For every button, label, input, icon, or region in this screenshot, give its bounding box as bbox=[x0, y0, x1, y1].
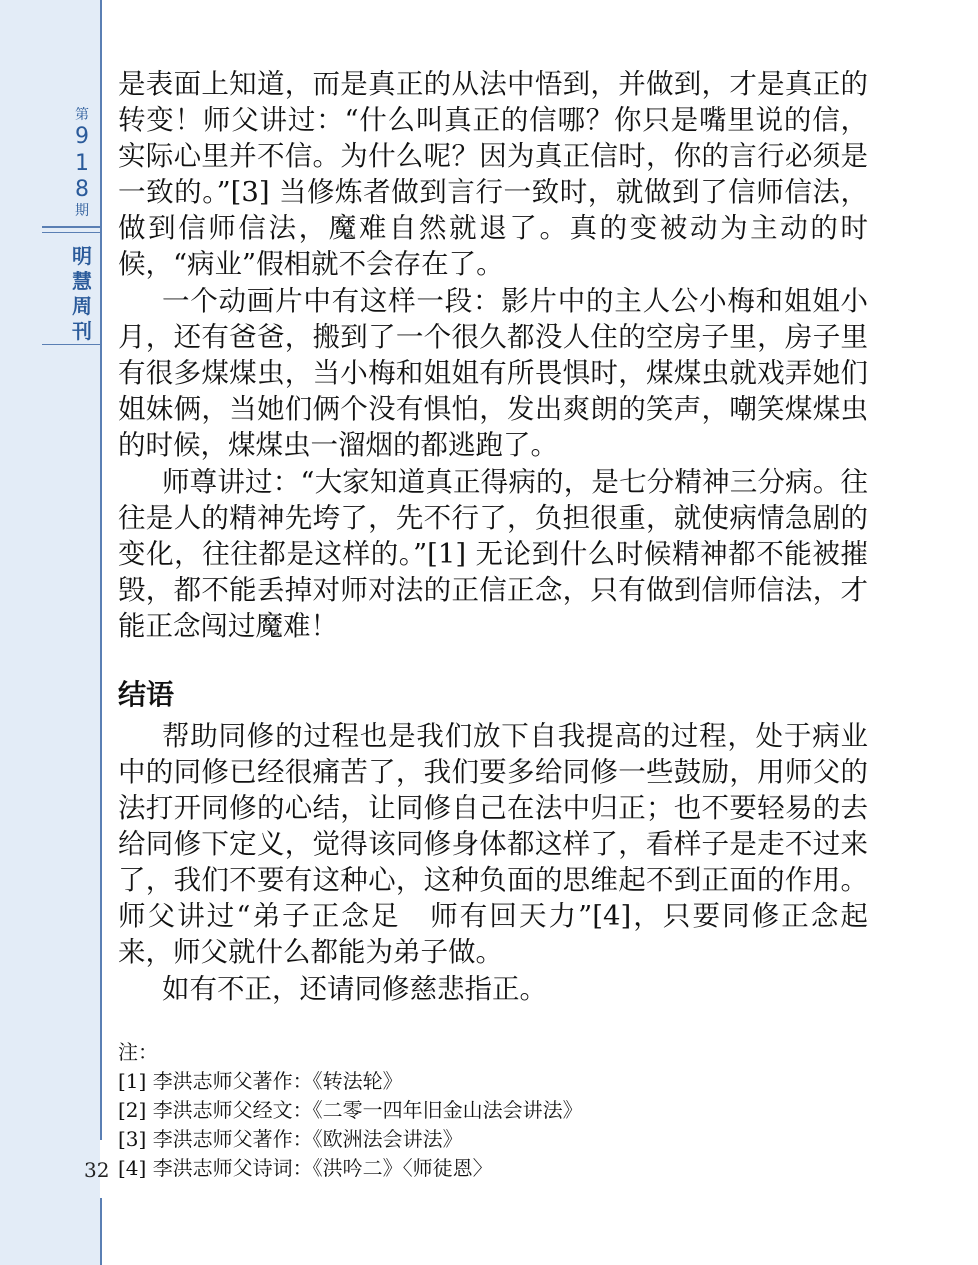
issue-number bbox=[62, 108, 102, 219]
issue-digit: 1 bbox=[75, 150, 89, 176]
footnotes-heading: 注： bbox=[118, 1040, 158, 1064]
body-paragraph: 师尊讲过：“大家知道真正得病的，是七分精神三分病。往往是人的精神先垮了，先不行了，负担很重，就使病情急剧的变化，往往都是这样的。”[1] 无论到什么时候精神都不能被摧毁，都不能丢掉对师对法的正信正念，只有做到信师信法，才能正念闯过魔难！ bbox=[118, 466, 868, 642]
issue-digit: 8 bbox=[75, 176, 89, 202]
magazine-title-char: 明 bbox=[72, 244, 92, 268]
footnotes bbox=[118, 1038, 878, 1183]
magazine-title-char: 周 bbox=[72, 294, 92, 318]
sidebar-rule bbox=[42, 344, 102, 345]
sidebar-divider-lower bbox=[100, 1198, 102, 1265]
article-body bbox=[118, 66, 868, 1007]
sidebar-rule bbox=[42, 232, 102, 233]
magazine-title-char: 慧 bbox=[72, 269, 92, 293]
footnote-item: [4] 李洪志师父诗词：《洪吟二》〈师徒恩〉 bbox=[118, 1156, 493, 1180]
issue-prefix: 第 bbox=[75, 107, 89, 123]
footnote-item: [3] 李洪志师父著作：《欧洲法会讲法》 bbox=[118, 1127, 463, 1151]
issue-digit: 9 bbox=[75, 124, 89, 150]
footnote-item: [1] 李洪志师父著作：《转法轮》 bbox=[118, 1069, 403, 1093]
body-paragraph: 一个动画片中有这样一段：影片中的主人公小梅和姐姐小月，还有爸爸，搬到了一个很久都没人住的空房子里，房子里有很多煤煤虫，当小梅和姐姐有所畏惧时，煤煤虫就戏弄她们姐妹俩，当她们俩个没有惧怕，发出爽朗的笑声，嘲笑煤煤虫的时候，煤煤虫一溜烟的都逃跑了。 bbox=[118, 285, 868, 461]
page-number: 32 bbox=[84, 1158, 110, 1182]
conclusion-paragraph: 帮助同修的过程也是我们放下自我提高的过程，处于病业中的同修已经很痛苦了，我们要多给同修一些鼓励，用师父的法打开同修的心结，让同修自己在法中归正；也不要轻易的去给同修下定义，觉得该同修身体都这样了，看样子是走不过来了，我们不要有这种心，这种负面的思维起不到正面的作用。师父讲过“弟子正念足 师有回天力”[4]，只要同修正念起来，师父就什么都能为弟子做。 bbox=[118, 720, 868, 968]
magazine-title bbox=[64, 244, 100, 344]
conclusion-paragraph: 如有不正，还请同修慈悲指正。 bbox=[162, 973, 547, 1005]
issue-suffix: 期 bbox=[75, 202, 89, 219]
magazine-title-char: 刊 bbox=[72, 319, 92, 343]
body-paragraph: 是表面上知道，而是真正的从法中悟到，并做到，才是真正的转变！师父讲过：“什么叫真正的信哪？你只是嘴里说的信，实际心里并不信。为什么呢？因为真正信时，你的言行必须是一致的。”[3] 当修炼者做到言行一致时，就做到了信师信法，做到信师信法，魔难自然就退了。真的变被动为主动的时候，“病业”假相就不会存在了。 bbox=[118, 68, 868, 280]
sidebar-rule bbox=[42, 226, 102, 228]
section-heading: 结语 bbox=[118, 678, 175, 711]
footnote-item: [2] 李洪志师父经文：《二零一四年旧金山法会讲法》 bbox=[118, 1098, 583, 1122]
